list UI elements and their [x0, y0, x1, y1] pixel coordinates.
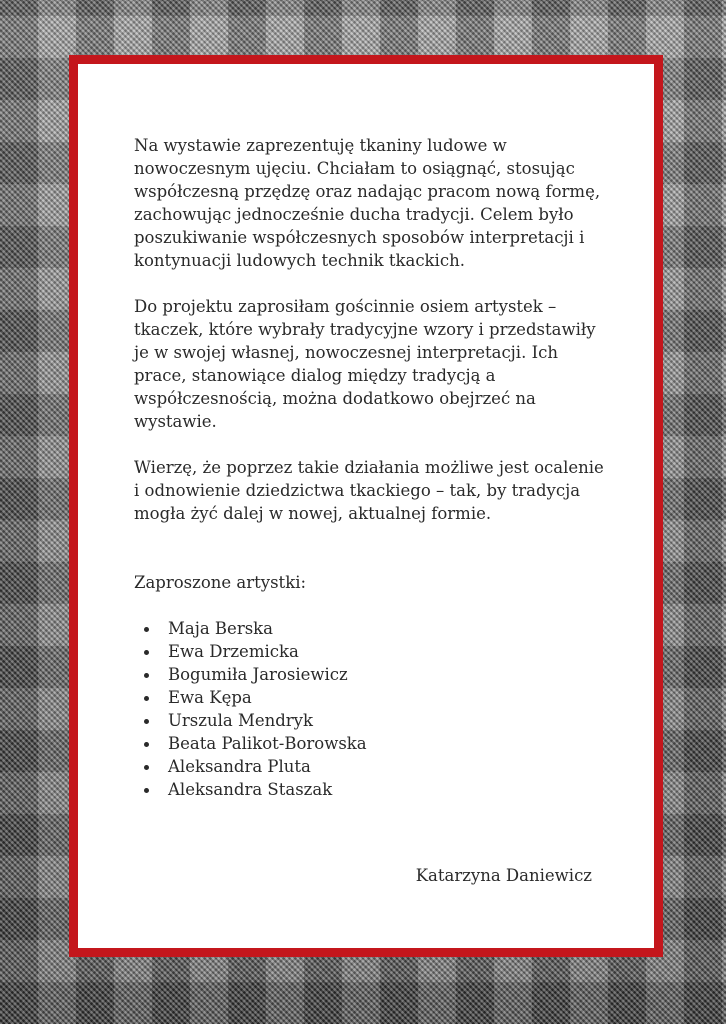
artist-name: Maja Berska: [168, 619, 274, 638]
artist-name: Aleksandra Staszak: [168, 780, 333, 799]
document-frame: [69, 55, 663, 957]
bullet-icon: [144, 788, 149, 793]
artist-name: Urszula Mendryk: [168, 711, 313, 730]
invited-heading: Zaproszone artystki:: [134, 573, 307, 592]
paragraph-heritage: Wierzę, że poprzez takie działania możliwe jest ocalenie i odnowienie dziedzictwa tkackiego – tak, by tradycja mogła żyć dalej w nowej, aktualnej formie.: [134, 458, 604, 523]
paragraph-project: Do projektu zaprosiłam gościnnie osiem artystek – tkaczek, które wybrały tradycyjne wzory i przedstawiły je w swojej własnej, nowoczesnej interpretacji. Ich prace, stanowiące dialog między tradycją a współczesnością, można dodatkowo obejrzeć na wystawie.: [134, 297, 596, 431]
document-body: [134, 134, 614, 801]
list-item: [134, 617, 614, 640]
artist-name: Beata Palikot-Borowska: [168, 734, 367, 753]
list-item: [134, 778, 614, 801]
bullet-icon: [144, 719, 149, 724]
bullet-icon: [144, 765, 149, 770]
bullet-icon: [144, 650, 149, 655]
list-item: [134, 709, 614, 732]
artists-list: [134, 617, 614, 801]
artist-name: Bogumiła Jarosiewicz: [168, 665, 348, 684]
artist-name: Ewa Drzemicka: [168, 642, 299, 661]
bullet-icon: [144, 673, 149, 678]
bullet-icon: [144, 627, 149, 632]
artist-name: Ewa Kępa: [168, 688, 252, 707]
paragraph-intro: Na wystawie zaprezentuję tkaniny ludowe w nowoczesnym ujęciu. Chciałam to osiągnąć, stosując współczesną przędzę oraz nadając pracom nową formę, zachowując jednocześnie ducha tradycji. Celem było poszukiwanie współczesnych sposobów interpretacji i kontynuacji ludowych technik tkackich.: [134, 136, 601, 270]
list-item: [134, 732, 614, 755]
signature: Katarzyna Daniewicz: [415, 866, 592, 885]
artist-name: Aleksandra Pluta: [168, 757, 311, 776]
bullet-icon: [144, 742, 149, 747]
list-item: [134, 755, 614, 778]
bullet-icon: [144, 696, 149, 701]
list-item: [134, 640, 614, 663]
list-item: [134, 686, 614, 709]
list-item: [134, 663, 614, 686]
